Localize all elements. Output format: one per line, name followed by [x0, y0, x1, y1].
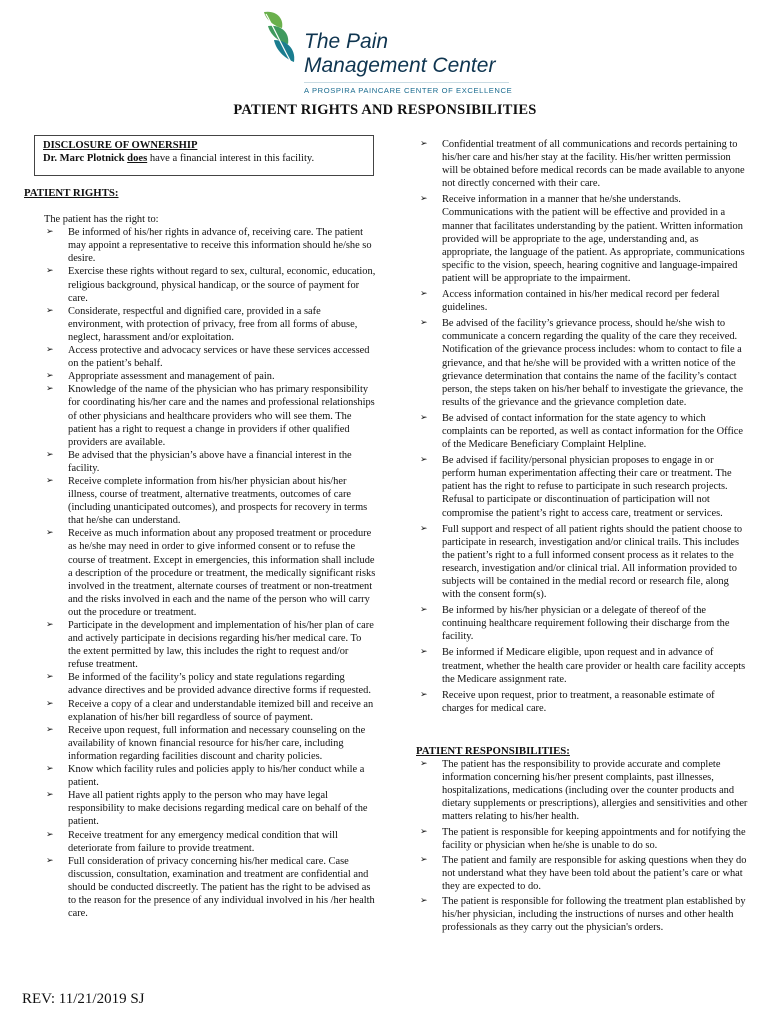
disclosure-does: does: [127, 153, 148, 164]
logo-title-line1: The Pain: [304, 30, 389, 53]
list-item: [24, 527, 376, 619]
list-item: [24, 763, 376, 789]
disclosure-box: [34, 135, 374, 176]
bullet-arrow-icon: ➢: [420, 523, 428, 534]
list-item-text: Receive a copy of a clear and understandable itemized bill and receive an explanation of his/her bill regardless of source of payment.: [68, 698, 374, 723]
bullet-arrow-icon: ➢: [46, 790, 54, 801]
list-item-text: Be informed if Medicare eligible, upon request and in advance of treatment, whether the health care provider or health care facility accepts the Medicare assignment rate.: [442, 647, 746, 685]
list-item: [416, 895, 748, 934]
list-item: [24, 698, 376, 724]
bullet-arrow-icon: ➢: [420, 759, 428, 770]
patient-responsibilities-heading: PATIENT RESPONSIBILITIES:: [416, 744, 570, 757]
list-item: [24, 671, 376, 697]
disclosure-physician: Dr. Marc Plotnick: [43, 153, 125, 164]
list-item: [416, 193, 748, 285]
disclosure-heading: DISCLOSURE OF OWNERSHIP: [43, 140, 198, 151]
bullet-arrow-icon: ➢: [420, 194, 428, 205]
list-item-text: Knowledge of the name of the physician who has primary responsibility for coordinating his/her care and the names and professional relationships of other physicians and healthcare providers who will see them. The patient has a right to request a change in providers if other qualified providers are available.: [68, 384, 375, 448]
page-title: PATIENT RIGHTS AND RESPONSIBILITIES: [233, 102, 537, 118]
rights-intro: The patient has the right to:: [44, 214, 159, 226]
bullet-arrow-icon: ➢: [46, 698, 54, 709]
leaf-logo-icon: [258, 8, 304, 68]
list-item-text: Be advised that the physician’s above have a financial interest in the facility.: [68, 449, 352, 474]
bullet-arrow-icon: ➢: [46, 345, 54, 356]
logo: [258, 8, 518, 98]
list-item: [416, 317, 748, 409]
logo-title-line2: Management Center: [304, 54, 496, 77]
rights-list-right: [416, 138, 748, 715]
list-item-text: Full support and respect of all patient rights should the patient choose to participate in research, investigation and/or clinical trails. This includes the patient’s right to a full informed consent process as it relates to the research, investigation and/or clinical trial. All information provided to subjects will be contained in the medial record or research file, along with the consent form(s).: [442, 523, 743, 601]
list-item: [416, 138, 748, 190]
list-item-text: Be informed of his/her rights in advance of, receiving care. The patient may appoint a representative to receive this information should he/she so desire.: [68, 227, 372, 265]
patient-rights-heading: PATIENT RIGHTS:: [24, 187, 119, 199]
list-item-text: Be advised if facility/personal physician proposes to engage in or perform human experimentation affecting their care or treatment. The patient has the right to refuse to participate in such research projects. Refusal to participate or discontinuation of participation will not compromise the patient’s right to access care, treatment or services.: [442, 455, 732, 519]
bullet-arrow-icon: ➢: [420, 689, 428, 700]
responsibilities-list: [416, 758, 748, 934]
list-item-text: Participate in the development and implementation of his/her plan of care and actively participate in decisions regarding his/her medical care. To the extent permitted by law, this includes the right to request and/or refuse treatment.: [68, 620, 374, 671]
rights-list-left: [24, 226, 376, 920]
list-item: [416, 826, 748, 852]
list-item: [24, 619, 376, 671]
list-item-text: Be advised of contact information for the state agency to which complaints can be reported, as well as contact information for the Office of the Medicare Beneficiary Complaint Helpline.: [442, 412, 744, 451]
list-item: [24, 475, 376, 527]
list-item: [416, 288, 748, 314]
list-item: [416, 854, 748, 893]
list-item-text: Have all patient rights apply to the person who may have legal responsibility to make decisions regarding medical care on behalf of the patient.: [68, 790, 368, 828]
bullet-arrow-icon: ➢: [46, 672, 54, 683]
list-item: [416, 604, 748, 643]
bullet-arrow-icon: ➢: [46, 227, 54, 238]
bullet-arrow-icon: ➢: [420, 289, 428, 300]
bullet-arrow-icon: ➢: [420, 139, 428, 149]
list-item-text: Receive information in a manner that he/she understands. Communications with the patient will be effective and provided in a manner that facilitates understanding by the patient. Written information provided will be appropriate to the age, understanding and, as appropriate, the language of the patient. As appropriate, communications specific to the vision, speech, hearing cognitive and language-impaired patient will be appropriate to the impairment.: [442, 194, 745, 284]
list-item: [416, 412, 748, 451]
list-item-text: Be advised of the facility’s grievance process, should he/she wish to communicate a concern regarding the quality of the care they received. Notification of the grievance process includes: whom to contact to file a grievance, and that he/she will be provided with a written notice of the grievance determination that contains the name of the facility’s contact person, the steps taken on his/her behalf to investigate the grievance, the results of the grievance and the grievance completion date.: [442, 318, 743, 408]
list-item: [24, 724, 376, 763]
list-item: [416, 689, 748, 715]
bullet-arrow-icon: ➢: [46, 305, 54, 316]
revision-footer: REV: 11/21/2019 SJ: [22, 991, 145, 1007]
list-item-text: Access protective and advocacy services or have these services accessed on the patient’s behalf.: [68, 345, 370, 370]
list-item-text: Receive as much information about any proposed treatment or procedure as he/she may need in order to give informed consent or to refuse the course of treatment. Except in emergencies, this information shall include a description of the procedure or treatment, the medically significant risks involved in the treatment, alternate courses of treatment or non-treatment and the risks involved in each and the name of the person who will carry out the procedure or treatment.: [68, 528, 376, 618]
logo-title: [304, 30, 495, 78]
list-item: [24, 265, 376, 304]
list-item-text: Receive complete information from his/her physician about his/her illness, course of treatment, alternative treatments, outcomes of care (including unanticipated outcomes), and prospects for recovery in terms that he/she can understand.: [68, 475, 368, 527]
list-item-text: The patient and family are responsible for asking questions when they do not understand what they have been told about the patient’s care or what they are expected to do.: [442, 854, 747, 892]
bullet-arrow-icon: ➢: [46, 620, 54, 630]
list-item-text: Full consideration of privacy concerning his/her medical care. Case discussion, consultation, examination and treatment are confidential and should be conducted discreetly. The patient has the right to be advised as to the reason for the presence of any individual involved in his /her health care.: [68, 855, 375, 920]
bullet-arrow-icon: ➢: [46, 371, 54, 382]
bullet-arrow-icon: ➢: [46, 449, 54, 460]
list-item-text: Be informed of the facility’s policy and state regulations regarding advance directives and be provided advance directive forms if requested.: [68, 672, 371, 697]
bullet-arrow-icon: ➢: [420, 412, 428, 423]
responsibilities-section: [416, 745, 748, 934]
bullet-arrow-icon: ➢: [46, 266, 54, 277]
bullet-arrow-icon: ➢: [420, 455, 428, 466]
list-item-text: Receive upon request, prior to treatment, a reasonable estimate of charges for medical care.: [442, 689, 715, 714]
list-item: [24, 305, 376, 344]
list-item: [24, 855, 376, 920]
bullet-arrow-icon: ➢: [46, 724, 54, 735]
list-item: [24, 226, 376, 265]
right-column: [416, 138, 748, 936]
list-item-text: Confidential treatment of all communications and records pertaining to his/her care and his/her stay at the facility. His/her written permission will be obtained before medical records can be made available to anyone not directly concerned with their care.: [442, 139, 745, 190]
list-item-text: Receive upon request, full information and necessary counseling on the availability of known financial resource for his/her care, including information regarding facilities discount and charity policies.: [68, 724, 366, 762]
list-item: [24, 449, 376, 475]
list-item-text: Appropriate assessment and management of pain.: [68, 371, 275, 383]
list-item-text: Know which facility rules and policies apply to his/her conduct while a patient.: [68, 764, 365, 789]
list-item-text: The patient has the responsibility to provide accurate and complete information concerning his/her present complaints, past illnesses, hospitalizations, medications (including over the counter products and dietary supplements or prescriptions), allergies and sensitivities and other matters relating to his/her health.: [442, 759, 748, 823]
bullet-arrow-icon: ➢: [420, 826, 428, 837]
list-item: [416, 523, 748, 602]
list-item-text: The patient is responsible for keeping appointments and for notifying the facility or physician when he/she is unable to do so.: [442, 826, 746, 851]
list-item: [24, 829, 376, 855]
list-item-text: Be informed by his/her physician or a delegate of thereof of the continuing healthcare requirement following their discharge from the facility.: [442, 605, 730, 643]
bullet-arrow-icon: ➢: [46, 475, 54, 486]
list-item: [24, 383, 376, 448]
bullet-arrow-icon: ➢: [46, 855, 54, 866]
bullet-arrow-icon: ➢: [46, 829, 54, 840]
bullet-arrow-icon: ➢: [420, 318, 428, 329]
list-item-text: The patient is responsible for following the treatment plan established by his/her physician, including the instructions of nurses and other health professionals as they carry out the physician's orders.: [442, 895, 746, 934]
list-item: [416, 758, 748, 823]
list-item: [416, 454, 748, 519]
left-column: [24, 135, 376, 920]
bullet-arrow-icon: ➢: [420, 647, 428, 658]
logo-divider: [304, 82, 509, 83]
bullet-arrow-icon: ➢: [46, 528, 54, 539]
list-item: [24, 344, 376, 370]
bullet-arrow-icon: ➢: [420, 854, 428, 865]
list-item: [416, 646, 748, 685]
list-item-text: Considerate, respectful and dignified care, provided in a safe environment, with protection of privacy, free from all forms of abuse, neglect, harassment and/or exploitation.: [68, 305, 358, 343]
bullet-arrow-icon: ➢: [46, 384, 54, 395]
list-item-text: Access information contained in his/her medical record per federal guidelines.: [442, 289, 720, 314]
list-item-text: Receive treatment for any emergency medical condition that will deteriorate from failure to provide treatment.: [68, 829, 338, 854]
list-item: [24, 789, 376, 828]
logo-tagline: A PROSPIRA PAINCARE CENTER OF EXCELLENCE: [304, 86, 513, 95]
disclosure-text: [43, 152, 365, 165]
bullet-arrow-icon: ➢: [420, 605, 428, 616]
bullet-arrow-icon: ➢: [420, 895, 428, 906]
disclosure-rest: have a financial interest in this facility.: [147, 153, 315, 164]
bullet-arrow-icon: ➢: [46, 764, 54, 775]
list-item-text: Exercise these rights without regard to sex, cultural, economic, education, religious background, physical handicap, or the source of payment for care.: [68, 266, 376, 304]
list-item: [24, 370, 376, 383]
